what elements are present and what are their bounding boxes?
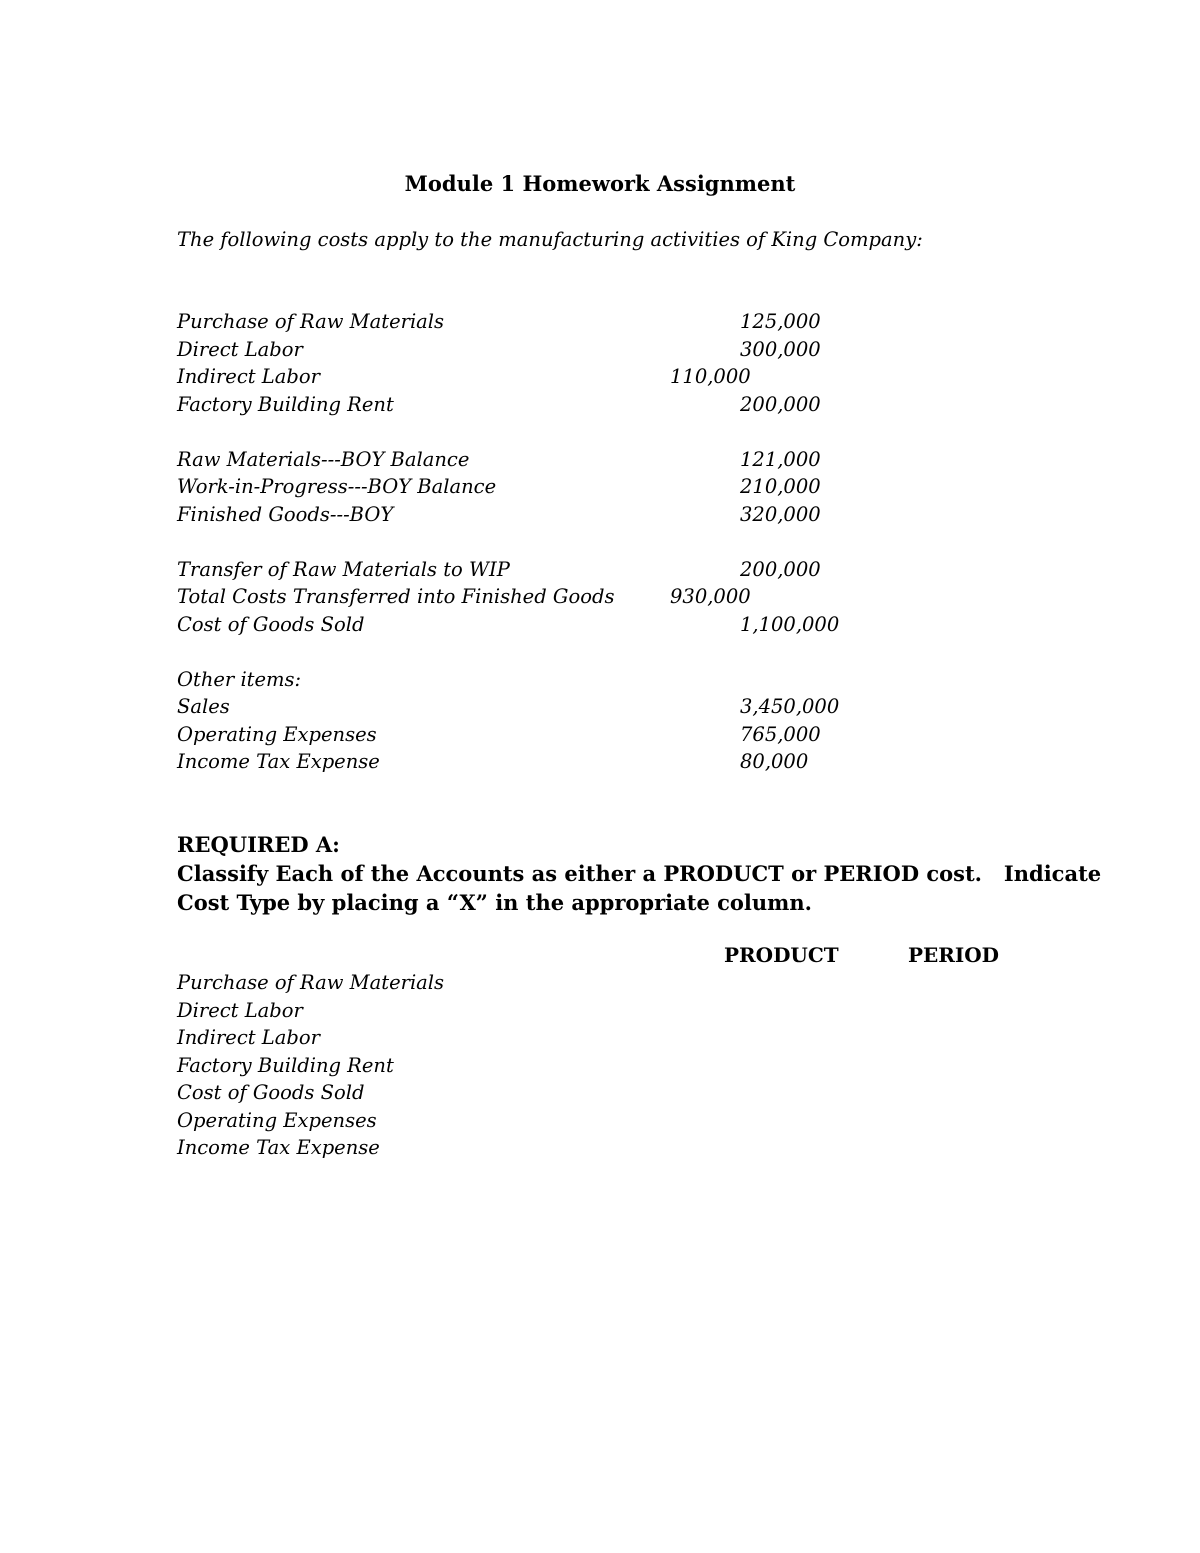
classification-list [177, 969, 444, 1162]
cost-row [177, 336, 877, 364]
other-items-heading: Other items: [177, 667, 302, 691]
cost-row [177, 446, 877, 474]
cost-label: Cost of Goods Sold [177, 612, 365, 636]
classification-item: Operating Expenses [177, 1108, 377, 1132]
cost-value: 300,000 [740, 337, 821, 361]
cost-row [177, 693, 877, 721]
classification-item: Purchase of Raw Materials [177, 971, 445, 994]
classification-item: Direct Labor [177, 998, 303, 1022]
cost-row [177, 308, 877, 336]
spacer [177, 418, 877, 446]
cost-value: 121,000 [740, 447, 821, 471]
cost-label: Sales [177, 695, 230, 718]
cost-label: Raw Materials---BOY Balance [177, 447, 470, 471]
cost-value: 210,000 [740, 475, 821, 498]
cost-label: Transfer of Raw Materials to WIP [177, 557, 510, 581]
classification-item: Income Tax Expense [177, 1136, 380, 1159]
required-section [177, 830, 1102, 917]
cost-row [177, 748, 877, 776]
cost-value: 1,100,000 [740, 612, 840, 636]
cost-value: 930,000 [670, 585, 751, 608]
cost-row [177, 611, 877, 639]
cost-value: 125,000 [740, 310, 821, 333]
page-title: Module 1 Homework Assignment [404, 171, 796, 196]
cost-value: 110,000 [670, 365, 751, 388]
cost-value: 765,000 [740, 722, 821, 746]
cost-label: Total Costs Transferred into Finished Goods [177, 585, 615, 608]
required-instruction-line2: Cost Type by placing a “X” in the appropriate column. [177, 890, 812, 915]
cost-label: Finished Goods---BOY [177, 502, 394, 526]
cost-value: 200,000 [740, 392, 821, 416]
cost-list [177, 308, 877, 776]
classification-item: Factory Building Rent [177, 1053, 394, 1077]
cost-row [177, 391, 877, 419]
cost-label: Factory Building Rent [177, 392, 394, 416]
cost-label: Work-in-Progress---BOY Balance [177, 475, 497, 498]
classification-item: Cost of Goods Sold [177, 1081, 365, 1104]
period-column-header: PERIOD [908, 943, 1000, 967]
cost-value: 3,450,000 [740, 695, 840, 718]
cost-label: Income Tax Expense [177, 750, 380, 773]
spacer [177, 638, 877, 666]
intro-text: The following costs apply to the manufacturing activities of King Company: [177, 228, 923, 251]
cost-label: Indirect Labor [177, 365, 320, 388]
classification-item: Indirect Labor [177, 1026, 320, 1049]
cost-label: Purchase of Raw Materials [177, 310, 445, 333]
cost-label: Direct Labor [177, 337, 303, 361]
cost-row [177, 556, 877, 584]
cost-value: 80,000 [740, 750, 809, 773]
cost-row [177, 501, 877, 529]
product-column-header: PRODUCT [724, 943, 839, 967]
cost-value: 320,000 [740, 502, 821, 526]
spacer [177, 528, 877, 556]
cost-row [177, 363, 877, 391]
cost-row [177, 583, 877, 611]
cost-value: 200,000 [740, 557, 821, 581]
required-heading: REQUIRED A: [177, 832, 340, 857]
other-items-heading-row [177, 666, 877, 694]
required-instruction-line1: Classify Each of the Accounts as either a PRODUCT or PERIOD cost. Indicate [177, 861, 1102, 886]
cost-row [177, 473, 877, 501]
cost-label: Operating Expenses [177, 722, 377, 746]
cost-row [177, 721, 877, 749]
